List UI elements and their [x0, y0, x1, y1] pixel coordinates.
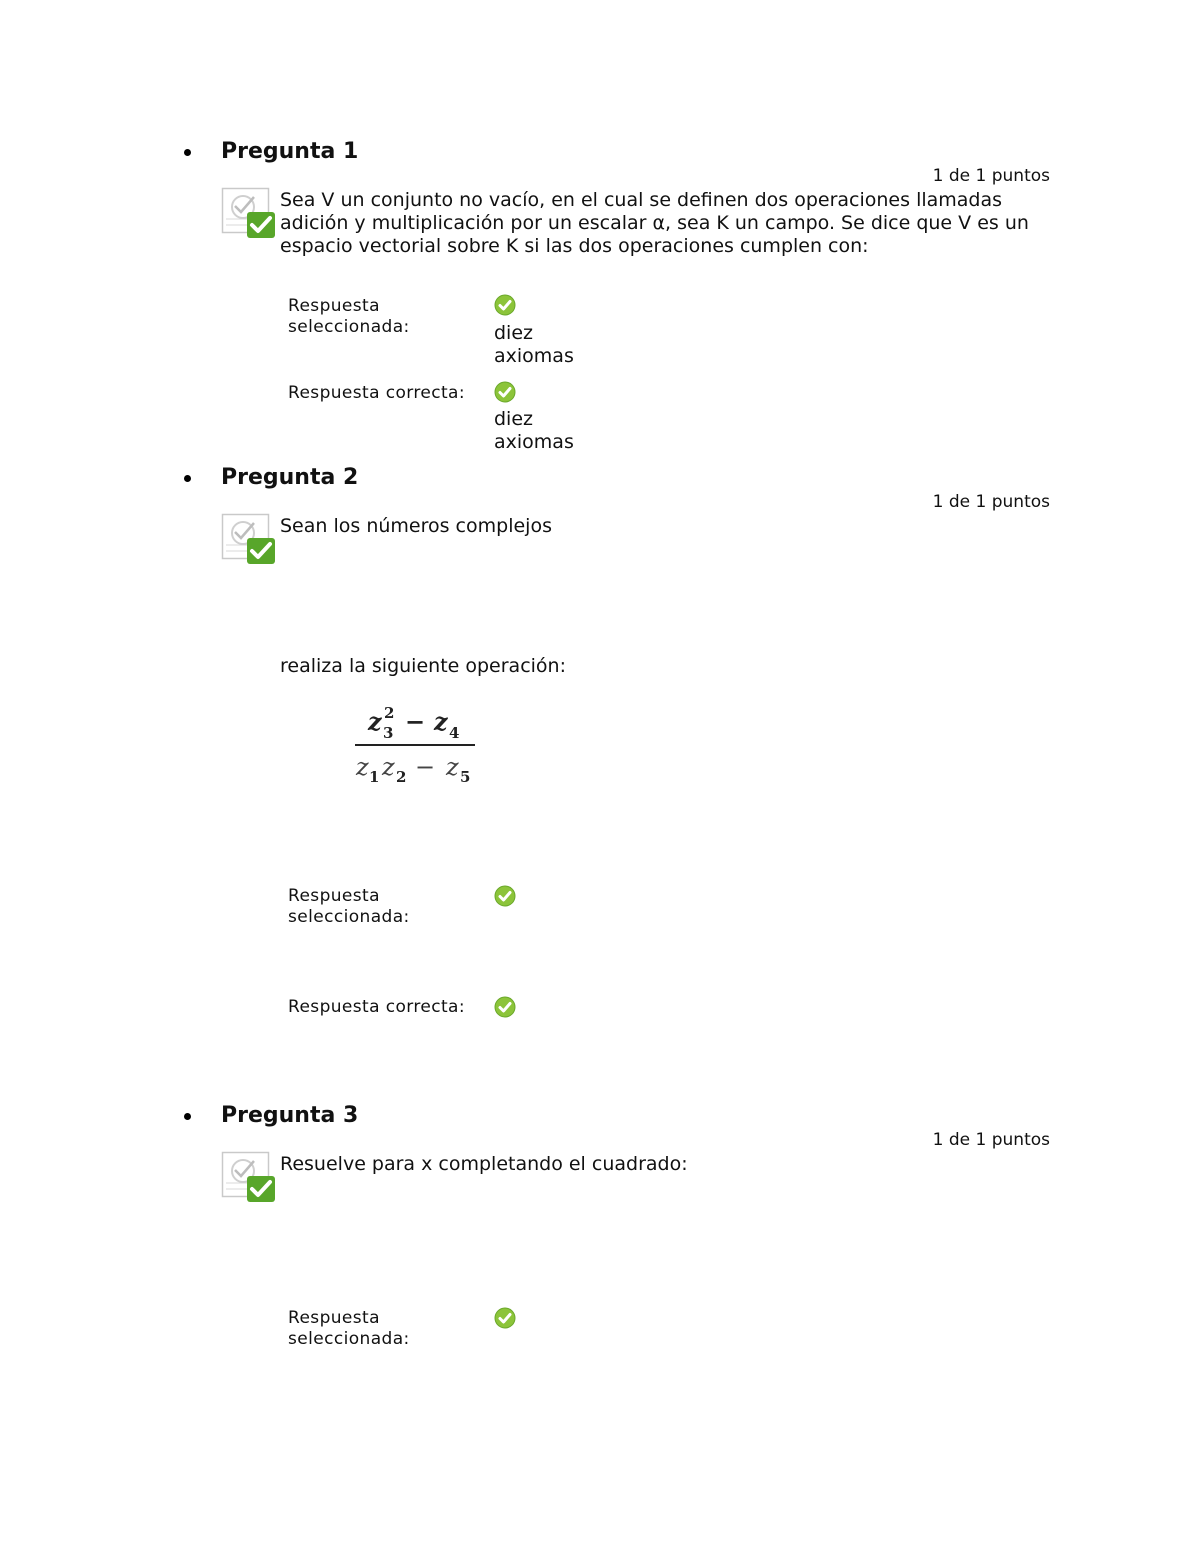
selected-answer-value: diez axiomas: [494, 322, 574, 367]
formula-numerator-minus: −: [405, 707, 426, 736]
correct-answer-label: Respuesta correcta:: [288, 997, 466, 1017]
question-text: Resuelve para x completando el cuadrado:: [280, 1153, 688, 1175]
graded-correct-icon: [221, 1151, 277, 1203]
formula-numerator-sup: 2: [384, 704, 395, 722]
selected-answer-label: Respuesta seleccionada:: [288, 886, 410, 927]
check-circle-icon: [494, 996, 516, 1018]
formula-numerator-base: z: [434, 707, 448, 736]
graded-correct-icon: [221, 513, 277, 565]
bullet-icon: [184, 1113, 191, 1120]
check-circle-icon: [494, 381, 516, 403]
question-title: Pregunta 2: [221, 465, 359, 490]
bullet-icon: [184, 149, 191, 156]
question-title: Pregunta 3: [221, 1103, 359, 1128]
correct-answer-value: diez axiomas: [494, 408, 574, 453]
formula-denominator-base: z: [382, 753, 395, 781]
formula-denominator-minus: −: [415, 753, 436, 781]
question-points: 1 de 1 puntos: [932, 1130, 1050, 1150]
formula-denominator-base: z: [446, 753, 459, 781]
formula-denominator-base: z: [356, 753, 369, 781]
question-text: Sean los números complejos: [280, 515, 552, 537]
question-text-continued: realiza la siguiente operación:: [280, 655, 566, 677]
fraction-formula: [348, 700, 488, 790]
question-text: Sea V un conjunto no vacío, en el cual se definen dos operaciones llamadas adición y multiplicación por un escalar α, sea K un campo. Se dice que V es un espacio vectorial sobre K si las dos operaciones cumplen con:: [280, 189, 1029, 257]
graded-correct-icon: [221, 187, 277, 239]
question-title: Pregunta 1: [221, 139, 359, 164]
formula-numerator-base: z: [368, 707, 382, 736]
formula-numerator-sub: 4: [449, 724, 460, 742]
selected-answer-label: Respuesta seleccionada:: [288, 1308, 410, 1349]
check-circle-icon: [494, 1307, 516, 1329]
selected-answer-label: Respuesta seleccionada:: [288, 296, 410, 337]
question-points: 1 de 1 puntos: [932, 166, 1050, 186]
check-circle-icon: [494, 294, 516, 316]
formula-numerator-sub: 3: [383, 724, 394, 742]
formula-denominator-sub: 5: [460, 768, 471, 786]
bullet-icon: [184, 475, 191, 482]
formula-denominator-sub: 1: [369, 768, 380, 786]
check-circle-icon: [494, 885, 516, 907]
correct-answer-label: Respuesta correcta:: [288, 383, 466, 403]
question-points: 1 de 1 puntos: [932, 492, 1050, 512]
formula-denominator-sub: 2: [396, 768, 407, 786]
